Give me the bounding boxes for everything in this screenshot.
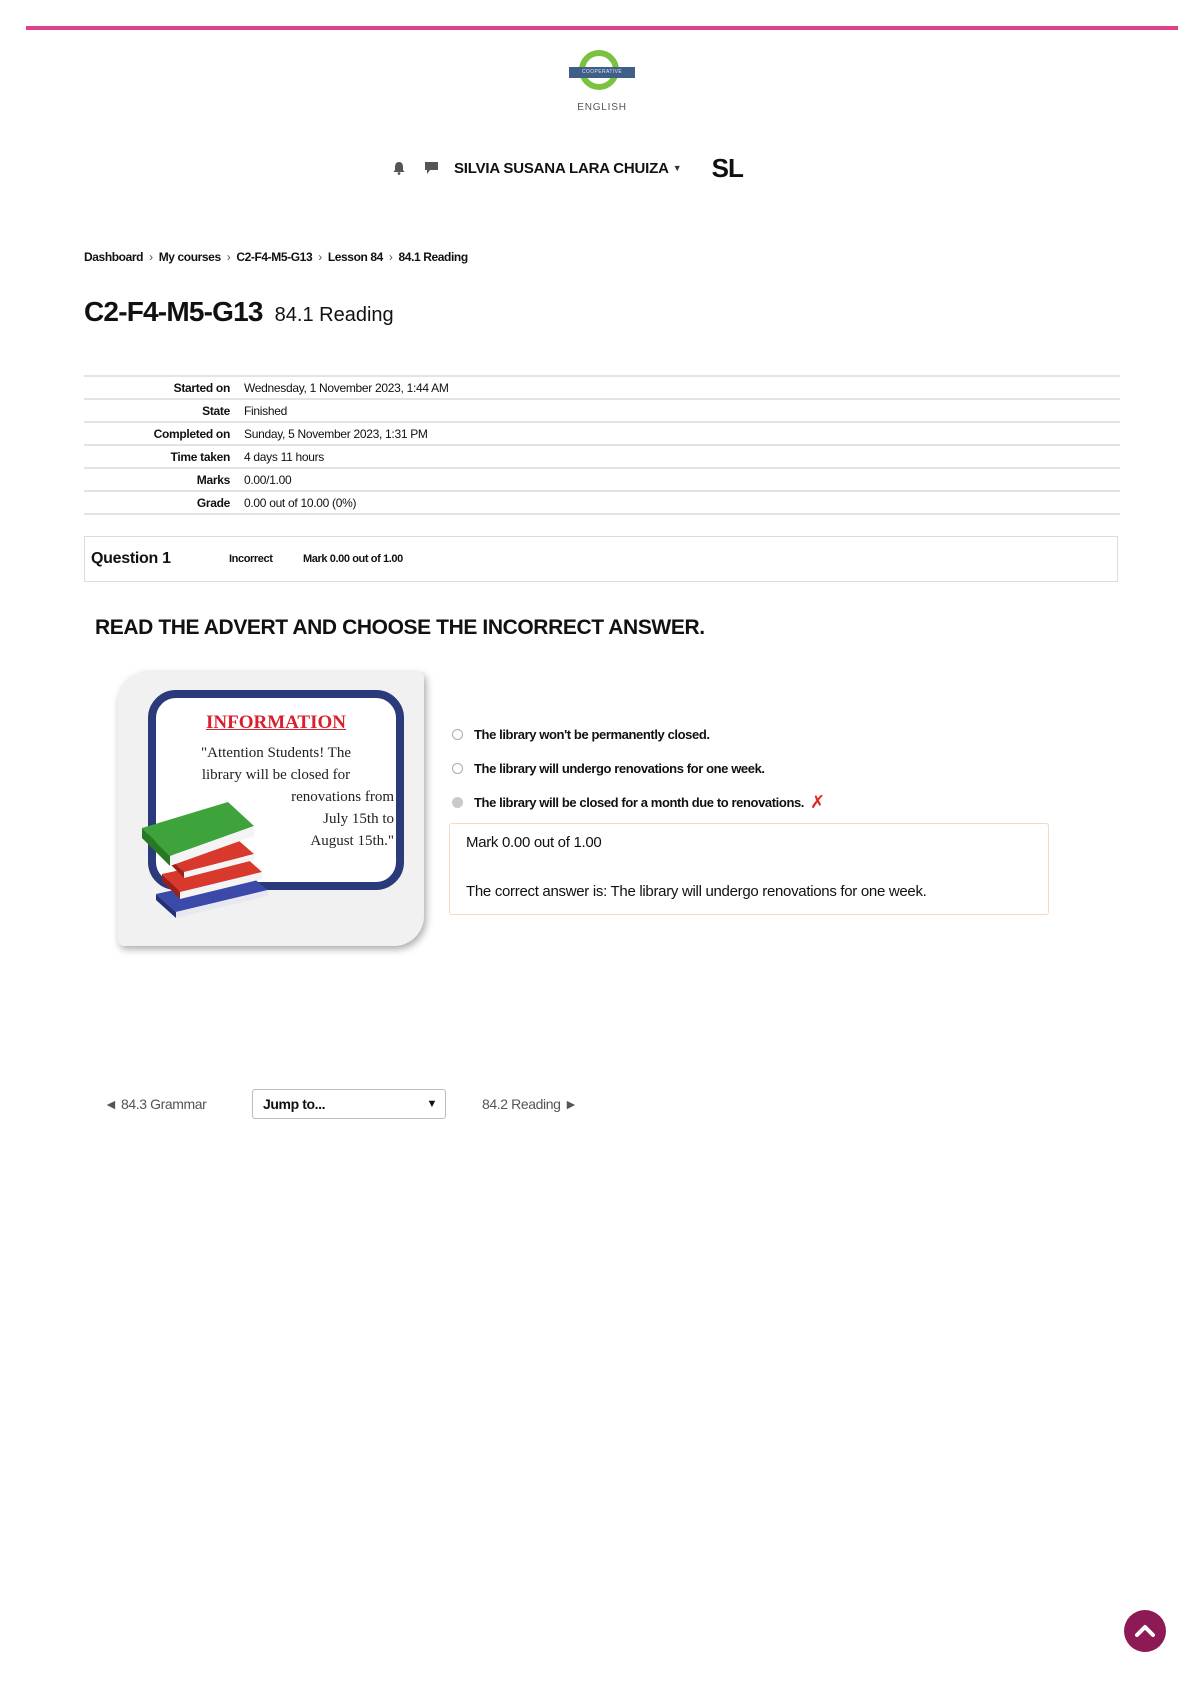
answer-label: The library won't be permanently closed. <box>474 726 710 742</box>
summary-row <box>84 468 1120 491</box>
answer-radio[interactable] <box>452 763 463 774</box>
site-logo[interactable] <box>569 50 635 116</box>
summary-value: 0.00/1.00 <box>244 468 1120 491</box>
summary-label: Time taken <box>84 445 244 468</box>
feedback-mark: Mark 0.00 out of 1.00 <box>466 834 602 851</box>
breadcrumb-chevron-icon: › <box>149 250 153 264</box>
jump-to-value: Jump to... <box>263 1096 326 1112</box>
answer-options <box>452 722 825 824</box>
page-title <box>84 296 394 328</box>
breadcrumb-my-courses[interactable]: My courses <box>158 250 221 264</box>
answer-radio-selected[interactable] <box>452 797 463 808</box>
breadcrumb-course[interactable]: C2-F4-M5-G13 <box>236 250 313 264</box>
answer-label: The library will undergo renovations for one week. <box>474 760 765 776</box>
chevron-up-icon <box>1134 1624 1156 1638</box>
breadcrumb-chevron-icon: › <box>226 250 231 264</box>
advert-line: July 15th to <box>323 811 394 827</box>
question-text: READ THE ADVERT AND CHOOSE THE INCORRECT ANSWER. <box>95 616 705 639</box>
chat-icon[interactable] <box>422 159 440 177</box>
feedback-correct-answer: The correct answer is: The library will undergo renovations for one week. <box>466 883 927 900</box>
avatar[interactable]: SL <box>711 152 743 183</box>
breadcrumb-activity[interactable]: 84.1 Reading <box>398 250 468 264</box>
summary-row <box>84 491 1120 514</box>
user-navigation <box>390 154 743 182</box>
breadcrumb-dashboard[interactable]: Dashboard <box>84 250 144 264</box>
advert-line: library will be closed for <box>201 767 351 783</box>
answer-option <box>452 756 825 780</box>
question-grade: Mark 0.00 out of 1.00 <box>303 553 403 565</box>
chevron-down-icon: ▼ <box>426 1098 437 1110</box>
summary-value: 4 days 11 hours <box>244 445 1120 468</box>
summary-label: Completed on <box>84 422 244 445</box>
summary-row <box>84 422 1120 445</box>
next-activity-link[interactable]: 84.2 Reading ► <box>482 1096 578 1112</box>
advert-title: INFORMATION <box>205 712 347 733</box>
question-state: Incorrect <box>229 553 273 565</box>
course-title: C2-F4-M5-G13 <box>84 296 263 327</box>
summary-row <box>84 399 1120 422</box>
attempt-summary-table <box>84 375 1120 515</box>
summary-value: Finished <box>244 399 1120 422</box>
breadcrumb-chevron-icon: › <box>388 250 393 264</box>
chevron-down-icon[interactable]: ▼ <box>672 163 682 173</box>
summary-label: Grade <box>84 491 244 514</box>
answer-option <box>452 790 825 814</box>
summary-row <box>84 445 1120 468</box>
advert-line: August 15th." <box>310 833 394 849</box>
advert-line: renovations from <box>291 789 394 805</box>
back-to-top-button[interactable] <box>1124 1610 1166 1652</box>
summary-value: Wednesday, 1 November 2023, 1:44 AM <box>244 376 1120 399</box>
summary-value: 0.00 out of 10.00 (0%) <box>244 491 1120 514</box>
question-number: Question 1 <box>91 550 171 567</box>
books-icon <box>136 782 276 922</box>
logo-band-text: COOPERATIVE <box>569 67 635 78</box>
summary-label: Marks <box>84 468 244 491</box>
answer-option <box>452 722 825 746</box>
question-feedback <box>449 823 1049 915</box>
breadcrumb-lesson[interactable]: Lesson 84 <box>327 250 383 264</box>
advert-line: "Attention Students! The <box>201 745 351 761</box>
question-info-box <box>84 536 1118 582</box>
breadcrumb <box>84 250 468 264</box>
user-menu-name[interactable]: SILVIA SUSANA LARA CHUIZA <box>454 159 669 177</box>
answer-radio[interactable] <box>452 729 463 740</box>
summary-label: State <box>84 399 244 422</box>
logo-brand-text: ENGLISH <box>577 102 627 113</box>
activity-title: 84.1 Reading <box>274 304 394 326</box>
activity-navigation <box>104 1089 577 1119</box>
summary-value: Sunday, 5 November 2023, 1:31 PM <box>244 422 1120 445</box>
incorrect-icon: ✗ <box>810 791 825 812</box>
jump-to-select[interactable] <box>252 1089 446 1119</box>
bell-icon[interactable] <box>390 159 408 177</box>
accent-top-bar <box>26 26 1178 30</box>
breadcrumb-chevron-icon: › <box>318 250 322 264</box>
answer-label: The library will be closed for a month due to renovations. <box>474 794 805 810</box>
advert-image <box>118 672 424 946</box>
summary-label: Started on <box>84 376 244 399</box>
summary-row <box>84 376 1120 399</box>
previous-activity-link[interactable]: ◄ 84.3 Grammar <box>104 1096 207 1112</box>
